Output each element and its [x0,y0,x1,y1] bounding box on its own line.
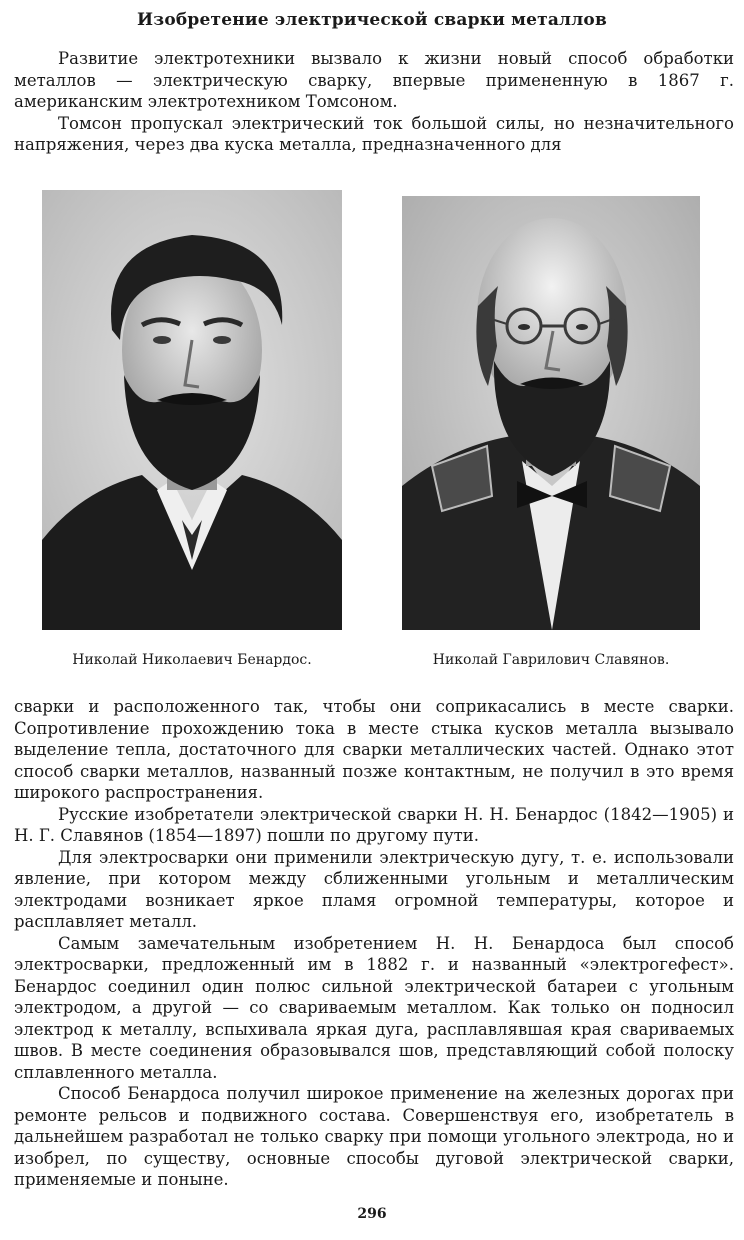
paragraph: Для электросварки они применили электрическую дугу, т. е. использовали явление, при котором между сближенными угольным и металлическим электродами возникает яркое пламя огромной температуры, которое и расплавляет металл. [14,847,734,931]
paragraph: Русские изобретатели электрической сварки Н. Н. Бенардос (1842—1905) и Н. Г. Славянов (1854—1897) пошли по другому пути. [14,804,734,845]
page-number: 296 [357,1206,387,1222]
portrait-benardos-image [42,190,342,630]
portrait-slavyanov-image [402,196,700,630]
top-text-block [14,48,734,156]
bottom-text-block [14,696,734,1191]
paragraph: Развитие электротехники вызвало к жизни новый способ обработки металлов — электрическую сварку, впервые примененную в 1867 г. американским электротехником Томсоном. [14,49,734,111]
portrait-slavyanov [402,196,700,630]
caption-benardos: Николай Николаевич Бенардос. [72,652,312,668]
paragraph: Способ Бенардоса получил широкое применение на железных дорогах при ремонте рельсов и подвижного состава. Совершенствуя его, изобретатель в дальнейшем разработал не только сварку при помощи угольного электрода, но и изобрел, по существу, основные способы дуговой электрической сварки, применяемые и поныне. [14,1084,734,1189]
caption-slavyanov: Николай Гаврилович Славянов. [432,652,670,668]
page-title: Изобретение электрической сварки металлов [137,10,607,30]
paragraph: сварки и расположенного так, чтобы они соприкасались в месте сварки. Сопротивление прохождению тока в месте стыка кусков металла вызывало выделение тепла, достаточного для сварки металлических частей. Однако этот способ сварки металлов, названный позже контактным, не получил в это время широкого распространения. [14,697,734,802]
paragraph: Самым замечательным изобретением Н. Н. Бенардоса был способ электросварки, предложенный им в 1882 г. и названный «электрогефест». Бенардос соединил один полюс сильной электрической батареи с угольным электродом, а другой — со свариваемым металлом. Как только он подносил электрод к металлу, вспыхивала яркая дуга, расплавлявшая края свариваемых швов. В месте соединения образовывался шов, представляющий собой полоску сплавленного металла. [14,933,734,1082]
paragraph: Томсон пропускал электрический ток большой силы, но незначительного напряжения, через два куска металла, предназначенного для [14,113,734,154]
portrait-benardos [42,190,342,630]
